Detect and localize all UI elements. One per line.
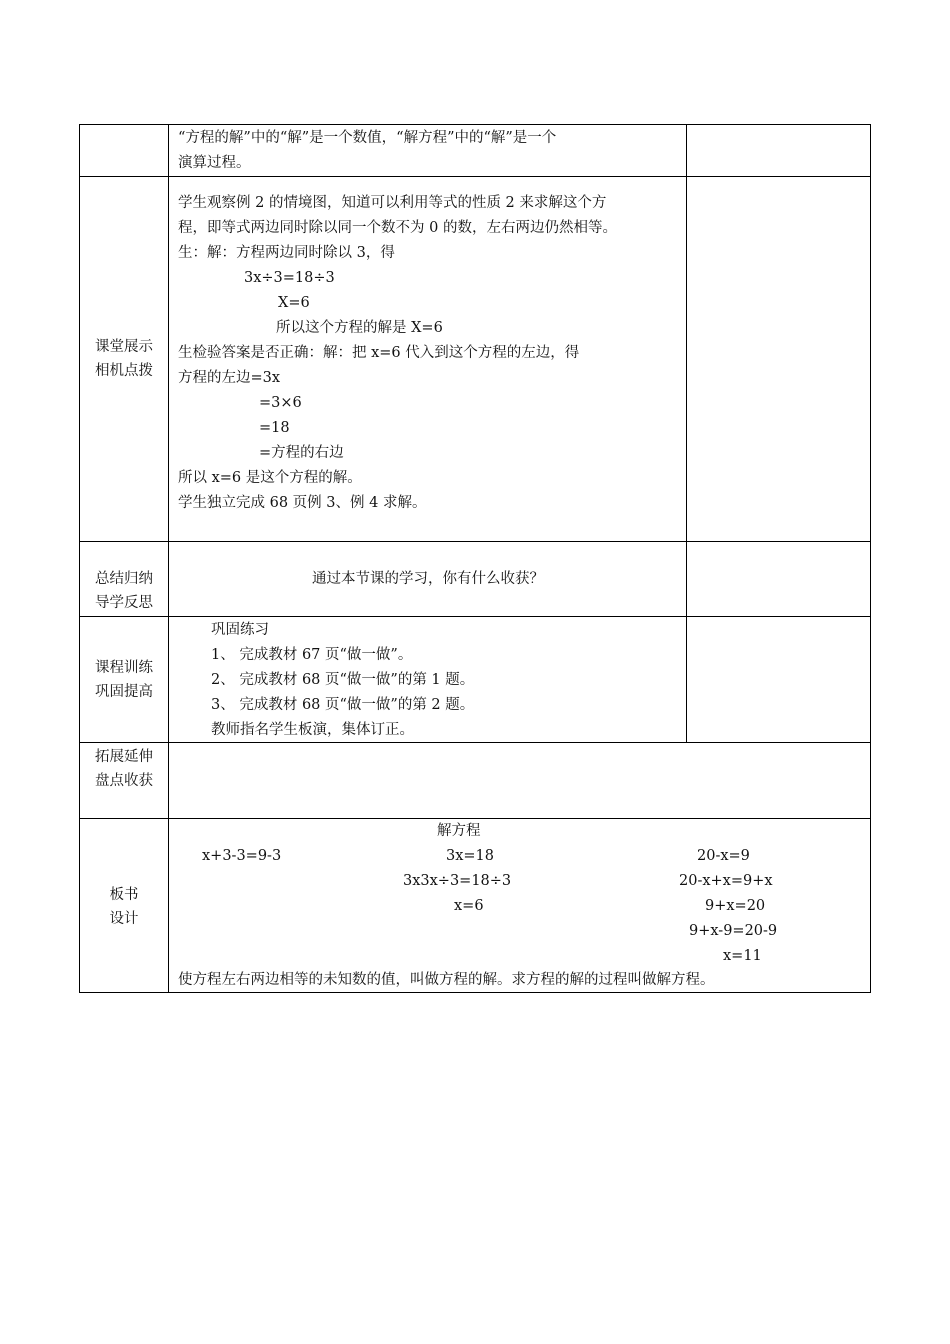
row5-label-line1: 拓展延伸	[95, 749, 153, 765]
column-divider	[168, 125, 169, 992]
row2-line: =3×6	[259, 395, 302, 411]
row4-line: 巩固练习	[211, 622, 269, 638]
row5-label	[80, 745, 168, 793]
row3-label-line2: 导学反思	[95, 595, 153, 611]
row2-line: =方程的右边	[259, 445, 344, 461]
row4-line: 2、 完成教材 68 页“做一做”的第 1 题。	[211, 672, 475, 688]
row6-label-line1: 板书	[109, 887, 139, 903]
board-col3-line: x=11	[723, 948, 762, 964]
row2-line: 3x÷3=18÷3	[244, 270, 335, 286]
board-col2-line: 3x=18	[446, 848, 495, 864]
board-col3-line: 9+x-9=20-9	[689, 923, 778, 939]
row2-label	[80, 335, 168, 383]
board-col3-line: 20-x+x=9+x	[679, 873, 773, 889]
board-col2-line: x=6	[454, 898, 484, 914]
board-col2-line: 3x3x÷3=18÷3	[403, 873, 512, 889]
row2-line: 所以 x=6 是这个方程的解。	[178, 470, 362, 486]
row2-label-line2: 相机点拨	[95, 363, 153, 379]
board-col3-line: 9+x=20	[705, 898, 766, 914]
row1-line2: 演算过程。	[178, 155, 251, 171]
row4-line: 3、 完成教材 68 页“做一做”的第 2 题。	[211, 697, 475, 713]
column-divider	[686, 125, 687, 742]
row4-label-line1: 课程训练	[95, 660, 153, 676]
row4-line: 教师指名学生板演，集体订正。	[211, 722, 414, 738]
row3-label-line1: 总结归纳	[95, 571, 153, 587]
row-divider	[80, 541, 870, 542]
row5-label-line2: 盘点收获	[95, 773, 153, 789]
row4-line: 1、 完成教材 67 页“做一做”。	[211, 647, 413, 663]
row2-line: 所以这个方程的解是 X=6	[276, 320, 443, 336]
lesson-plan-table	[79, 124, 871, 993]
board-summary: 使方程左右两边相等的未知数的值，叫做方程的解。求方程的解的过程叫做解方程。	[178, 972, 715, 988]
row3-content: 通过本节课的学习，你有什么收获？	[312, 571, 544, 587]
row2-line: 学生观察例 2 的情境图，知道可以利用等式的性质 2 来求解这个方	[178, 195, 607, 211]
row2-line: X=6	[278, 295, 310, 311]
row2-line: =18	[259, 420, 290, 436]
row-divider	[80, 742, 870, 743]
row-divider	[80, 818, 870, 819]
row4-label	[80, 656, 168, 704]
row2-line: 程，即等式两边同时除以同一个数不为 0 的数，左右两边仍然相等。	[178, 220, 617, 236]
row2-line: 生检验答案是否正确：解：把 x=6 代入到这个方程的左边，得	[178, 345, 580, 361]
row2-label-line1: 课堂展示	[95, 339, 153, 355]
row6-label	[80, 883, 168, 931]
row2-line: 方程的左边=3x	[178, 370, 281, 386]
row-divider	[80, 176, 870, 177]
row6-label-line2: 设计	[109, 911, 139, 927]
row3-label	[80, 567, 168, 615]
board-col1-line: x+3-3=9-3	[202, 848, 282, 864]
board-col3-line: 20-x=9	[697, 848, 750, 864]
row-divider	[80, 616, 870, 617]
row2-line: 学生独立完成 68 页例 3、例 4 求解。	[178, 495, 427, 511]
board-title: 解方程	[437, 823, 481, 839]
row1-line1: “方程的解”中的“解”是一个数值，“解方程”中的“解”是一个	[178, 130, 557, 146]
row2-line: 生：解：方程两边同时除以 3，得	[178, 245, 395, 261]
row4-label-line2: 巩固提高	[95, 684, 153, 700]
